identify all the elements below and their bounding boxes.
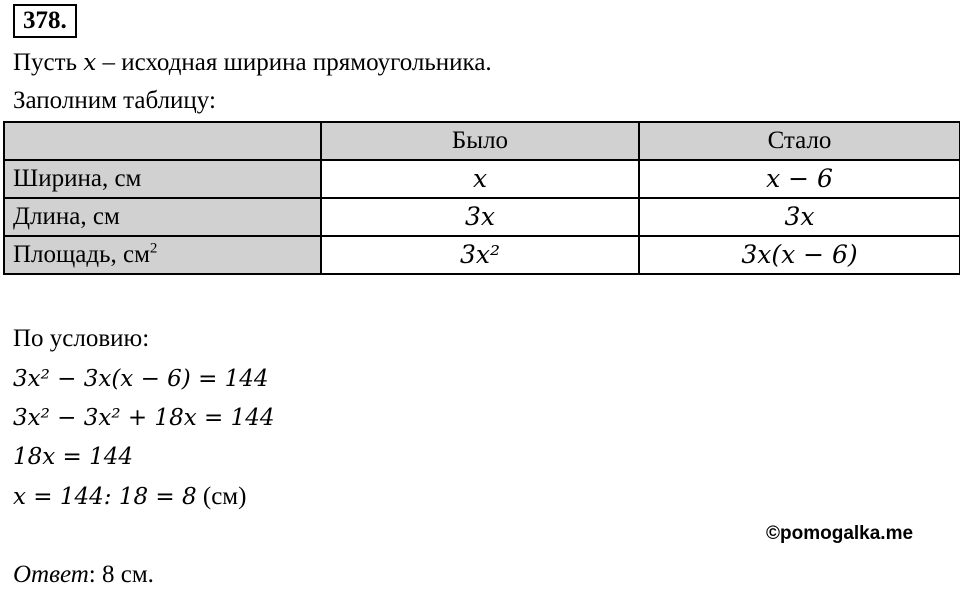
row-label-length: Длина, см bbox=[4, 198, 321, 236]
intro-line-1-post: – исходная ширина прямоугольника. bbox=[96, 49, 492, 76]
equation-line: 3x² − 3x² + 18x = 144 bbox=[13, 405, 275, 431]
table-row bbox=[4, 160, 960, 198]
final-equation-unit: (см) bbox=[196, 483, 247, 510]
table-row bbox=[4, 236, 960, 274]
row-label-area-text: Площадь, см bbox=[13, 241, 150, 268]
width-was-cell: x bbox=[321, 160, 639, 198]
row-label-width: Ширина, см bbox=[4, 160, 321, 198]
problem-number: 378. bbox=[13, 4, 77, 38]
answer-line bbox=[13, 560, 154, 590]
equation-line: 18x = 144 bbox=[13, 444, 134, 470]
intro-line-2: Заполним таблицу: bbox=[13, 87, 216, 114]
area-became-cell: 3x(x − 6) bbox=[639, 236, 960, 274]
final-equation-math: x = 144: 18 = 8 bbox=[13, 484, 197, 510]
table-header-row bbox=[4, 122, 960, 160]
condition-label: По условию: bbox=[13, 325, 150, 352]
table-row bbox=[4, 198, 960, 236]
equation-line: 3x² − 3x(x − 6) = 144 bbox=[13, 366, 269, 392]
data-table bbox=[3, 121, 960, 275]
area-was-cell: 3x² bbox=[321, 236, 639, 274]
intro-variable: x bbox=[83, 50, 97, 76]
length-became-cell: 3x bbox=[639, 198, 960, 236]
watermark: ©pomogalka.me bbox=[766, 523, 914, 544]
answer-label: Ответ bbox=[13, 561, 89, 588]
answer-value: : 8 см. bbox=[88, 561, 154, 588]
table-header-became: Стало bbox=[639, 122, 960, 160]
table-header-corner bbox=[4, 122, 321, 160]
intro-line-1-pre: Пусть bbox=[13, 49, 84, 76]
row-label-area-exponent: 2 bbox=[149, 240, 158, 257]
width-became-cell: x − 6 bbox=[639, 160, 960, 198]
table-header-was: Было bbox=[321, 122, 639, 160]
row-label-area bbox=[4, 236, 321, 274]
length-was-cell: 3x bbox=[321, 198, 639, 236]
intro-line-1 bbox=[13, 48, 492, 78]
final-equation bbox=[13, 482, 246, 512]
